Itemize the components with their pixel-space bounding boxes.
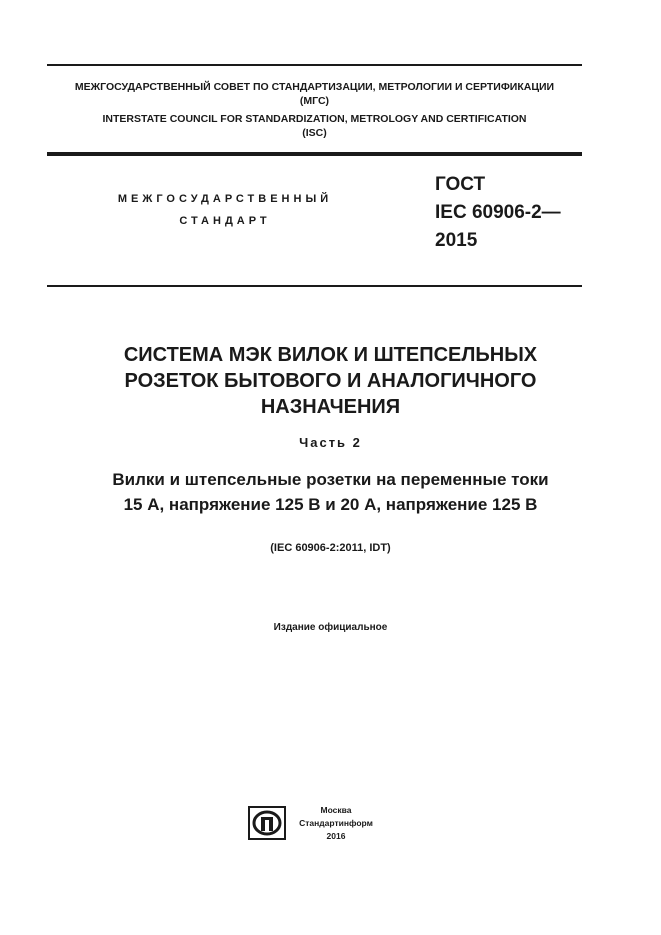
standard-kind: [60, 188, 390, 232]
subtitle-line2: 15 А, напряжение 125 В и 20 А, напряжение 125 В: [123, 495, 538, 514]
header-rule: [47, 152, 582, 156]
gost-designation: [435, 171, 635, 255]
title-line1: СИСТЕМА МЭК ВИЛОК И ШТЕПСЕЛЬНЫХ: [123, 344, 538, 366]
title-line3: НАЗНАЧЕНИЯ: [260, 396, 401, 418]
council-ru-text: МЕЖГОСУДАРСТВЕННЫЙ СОВЕТ ПО СТАНДАРТИЗАЦИИ, МЕТРОЛОГИИ И СЕРТИФИКАЦИИ: [74, 81, 555, 93]
gost-line1: ГОСТ: [435, 174, 486, 195]
document-subtitle: [30, 467, 631, 517]
top-rule: [47, 64, 582, 66]
council-ru-abbr: (МГС): [299, 95, 330, 107]
gost-line2: IEC 60906-2—: [435, 202, 561, 223]
edition-note: Издание официальное: [273, 622, 388, 633]
council-name-en: [47, 112, 582, 140]
document-title: [30, 342, 631, 420]
council-en-text: INTERSTATE COUNCIL FOR STANDARDIZATION, METROLOGY AND CERTIFICATION: [102, 113, 527, 125]
council-en-abbr: (ISC): [302, 127, 327, 139]
standard-kind-line2: СТАНДАРТ: [179, 215, 271, 227]
part-label: Часть 2: [299, 435, 362, 450]
publisher-year: 2016: [326, 831, 346, 841]
subtitle-line1: Вилки и штепсельные розетки на переменные токи: [112, 470, 549, 489]
publisher-block: [296, 804, 376, 843]
iec-reference: (IEC 60906-2:2011, IDT): [270, 542, 391, 554]
standard-kind-line1: МЕЖГОСУДАРСТВЕННЫЙ: [117, 193, 333, 205]
gost-line3: 2015: [435, 230, 478, 251]
publisher-city: Москва: [320, 805, 352, 815]
title-line2: РОЗЕТОК БЫТОВОГО И АНАЛОГИЧНОГО: [124, 370, 537, 392]
publisher-name: Стандартинформ: [299, 818, 373, 828]
council-name-ru: [47, 80, 582, 108]
designation-rule: [47, 285, 582, 287]
standartinform-logo-icon: [248, 806, 286, 840]
